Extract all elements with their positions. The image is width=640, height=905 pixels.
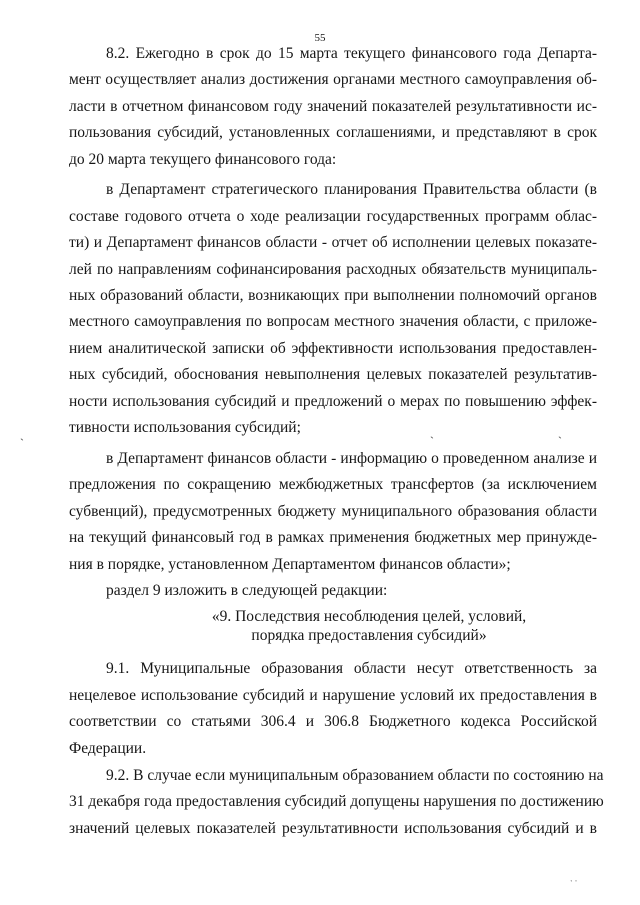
text-line: 9.2. В случае если муниципальным образованием области по состоянию на — [106, 767, 604, 784]
scan-speck-icon: ˏ — [430, 425, 434, 439]
text-line: в Департамент стратегического планирования Правительства области (в — [106, 181, 597, 198]
scan-speck-icon: ˏ — [558, 425, 562, 439]
text-line: 9.1. Муниципальные образования области несут ответственность за — [106, 660, 597, 677]
text-line: субвенций), предусмотренных бюджету муниципального образования области — [69, 503, 597, 520]
text-line: мент осуществляет анализ достижения органами местного самоуправления об- — [69, 71, 597, 88]
text-line: 31 декабря года предоставления субсидий допущены нарушения по достижению — [69, 793, 604, 810]
text-line: ти) и Департамент финансов области - отчет об исполнении целевых показате- — [69, 234, 597, 251]
section-heading: «9. Последствия несоблюдения целей, условий, — [211, 608, 527, 625]
text-line: в Департамент финансов области - информацию о проведенном анализе и — [106, 450, 597, 467]
text-line: предложения по сокращению межбюджетных трансфертов (за исключением — [69, 476, 597, 493]
text-line: составе годового отчета о ходе реализации государственных программ облас- — [69, 208, 597, 225]
text-line: ных субсидий, обоснования невыполнения целевых показателей результатив- — [69, 366, 597, 383]
text-line: раздел 9 изложить в следующей редакции: — [106, 582, 388, 599]
text-line: ных образований области, возникающих при выполнении полномочий органов — [69, 287, 597, 304]
text-line: нием аналитической записки об эффективности использования предоставлен- — [69, 340, 597, 357]
text-line: тивности использования субсидий; — [69, 419, 301, 436]
text-line: пользования субсидий, установленных соглашениями, и представляют в срок — [69, 124, 597, 141]
text-line: до 20 марта текущего финансового года: — [69, 151, 337, 168]
scan-speck-icon: ˑ ˑ — [570, 877, 578, 887]
text-line: местного самоуправления по вопросам местного значения области, с приложе- — [69, 313, 597, 330]
text-line: нецелевое использование субсидий и нарушение условий их предоставления в — [69, 687, 597, 704]
scan-speck-icon: ˏ — [20, 427, 24, 441]
text-line: ности использования субсидий и предложений о мерах по повышению эффек- — [69, 393, 597, 410]
text-line: ния в порядке, установленном Департаментом финансов области»; — [69, 556, 511, 573]
text-line: лей по направлениям софинансирования расходных обязательств муниципаль- — [69, 261, 597, 278]
text-line: значений целевых показателей результативности использования субсидий и в — [69, 820, 597, 837]
text-line: 8.2. Ежегодно в срок до 15 марта текущего финансового года Департа- — [106, 45, 597, 62]
text-line: Федерации. — [69, 740, 147, 757]
text-line: соответствии со статьями 306.4 и 306.8 Бюджетного кодекса Российской — [69, 713, 597, 730]
section-heading: порядка предоставления субсидий» — [251, 627, 487, 644]
page-number: 55 — [314, 32, 326, 44]
text-line: на текущий финансовый год в рамках применения бюджетных мер принужде- — [69, 529, 597, 546]
text-line: ласти в отчетном финансовом году значений показателей результативности ис- — [69, 98, 597, 115]
